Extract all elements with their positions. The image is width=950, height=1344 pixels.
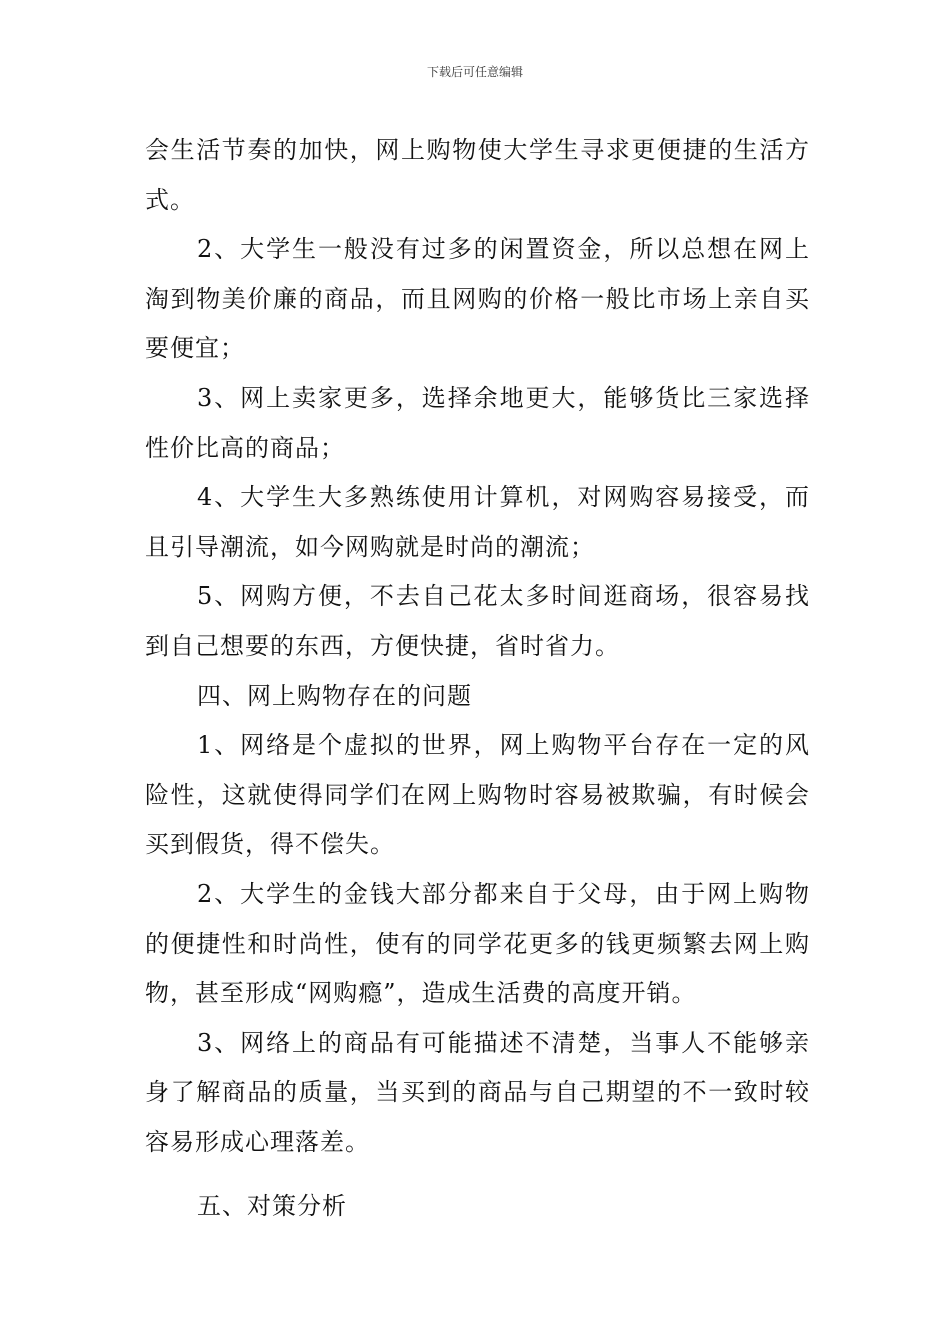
section-heading-problems: 四、网上购物存在的问题 (197, 681, 472, 710)
section-heading-countermeasures: 五、对策分析 (197, 1192, 347, 1221)
paragraph-problem-2: 2、大学生的金钱大部分都来自于父母，由于网上购物的便捷性和时尚性，使有的同学花更多的钱更频繁去网上购物，甚至形成“网购瘾”，造成生活费的高度开销。 (145, 879, 810, 1008)
document-body (145, 126, 810, 1232)
paragraph-problem-3: 3、网络上的商品有可能描述不清楚，当事人不能够亲身了解商品的质量，当买到的商品与自己期望的不一致时较容易形成心理落差。 (145, 1028, 810, 1156)
paragraph-reason-3: 3、网上卖家更多，选择余地更大，能够货比三家选择性价比高的商品； (145, 383, 810, 462)
paragraph-reason-4: 4、大学生大多熟练使用计算机，对网购容易接受，而且引导潮流，如今网购就是时尚的潮流； (145, 483, 810, 561)
paragraph-reason-5: 5、网购方便，不去自己花太多时间逛商场，很容易找到自己想要的东西，方便快捷，省时省力。 (145, 582, 810, 660)
paragraph-reason-2: 2、大学生一般没有过多的闲置资金，所以总想在网上淘到物美价廉的商品，而且网购的价格一般比市场上亲自买要便宜； (145, 235, 810, 363)
paragraph-problem-1: 1、网络是个虚拟的世界，网上购物平台存在一定的风险性，这就使得同学们在网上购物时容易被欺骗，有时候会买到假货，得不偿失。 (145, 731, 810, 859)
paragraph-continuation: 会生活节奏的加快，网上购物使大学生寻求更便捷的生活方式。 (145, 136, 810, 214)
page-header: 下载后可任意编辑 (426, 65, 523, 79)
